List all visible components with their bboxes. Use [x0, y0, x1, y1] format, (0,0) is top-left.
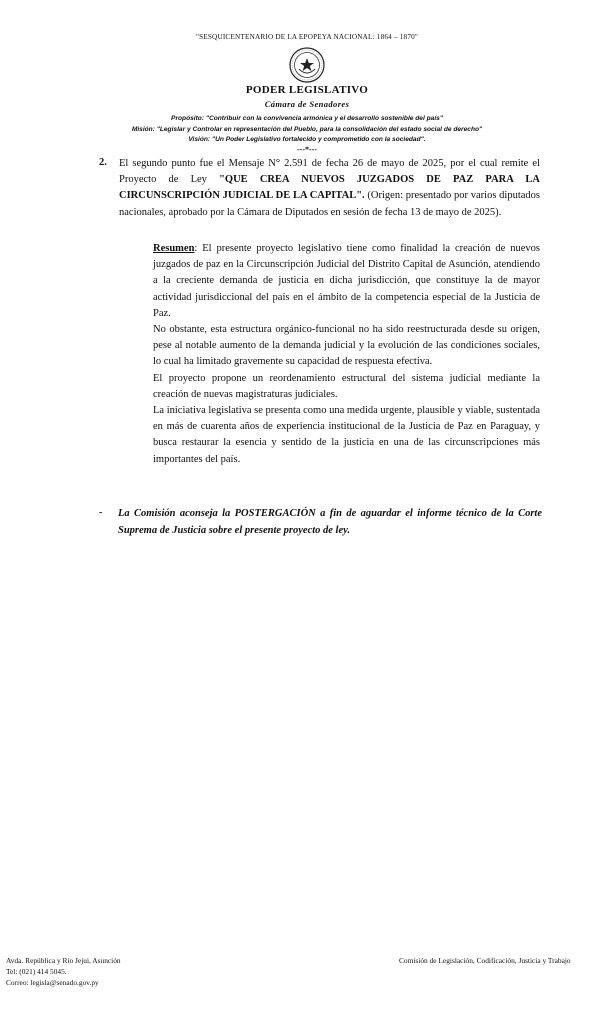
chamber-name: Cámara de Senadores	[264, 99, 350, 109]
recommendation-bullet: -	[99, 507, 103, 518]
summary-text-1: : El presente proyecto legislativo tiene como finalidad la creación de nuevos juzgados de paz en la Circunscripción Judicial del Distrito Capital de Asunción, atendiendo a la creciente demanda de justicia en dicha jurisdicción, que constituye la de mayor actividad jurisdiccional del país en el ámbito de la competencia especial de la Justicia de Paz.	[153, 243, 540, 319]
organization-name: PODER LEGISLATIVO	[245, 84, 369, 96]
national-seal-icon	[289, 47, 325, 83]
footer-address: Avda. República y Rio Jejui, Asunción	[6, 956, 121, 965]
summary-paragraph-1	[153, 241, 540, 322]
commission-recommendation: La Comisión aconseja la POSTERGACIÓN a fin de aguardar el informe técnico de la Corte Suprema de Justicia sobre el presente proyecto de ley.	[118, 508, 542, 536]
item-intro: El segundo punto fue el Mensaje N° 2.591 de fecha 26 de mayo de 2025, por el cual remite el Proyecto de Ley	[119, 158, 540, 186]
anniversary-headline: "SESQUICENTENARIO DE LA EPOPEYA NACIONAL: 1864 – 1870"	[195, 33, 419, 41]
summary-paragraph-4: La iniciativa legislativa se presenta como una medida urgente, plausible y viable, sustentada en más de cuarenta años de experiencia institucional de la Justicia de Paz en Paraguay, y busca restaurar la esencia y sentido de la justicia en una de las circunscripciones más importantes del país.	[153, 405, 541, 465]
item-origin: (Origen: presentado por varios diputados nacionales, aprobado por la Cámara de Diputados en sesión de fecha 13 de mayo de 2025).	[119, 190, 541, 218]
footer-email: Correo: legisla@senado.gov.py	[6, 978, 99, 988]
mission-statement: Misión: "Legislar y Controlar en representación del Pueblo, para la consolidación del estado social de derecho"	[131, 126, 483, 133]
summary-label: Resumen	[153, 243, 195, 254]
footer-contact	[6, 955, 121, 989]
item-number: 2.	[99, 157, 107, 168]
summary-paragraph-3: El proyecto propone un reordenamiento estructural del sistema judicial mediante la creación de nuevas magistraturas judiciales.	[153, 372, 540, 400]
vision-statement: Visión: "Un Poder Legislativo fortalecido y comprometido con la sociedad".	[188, 136, 426, 143]
item-description	[119, 156, 540, 221]
summary-section	[153, 241, 540, 468]
summary-paragraph-2: No obstante, esta estructura orgánico-funcional no ha sido reestructurada desde su origen, pese al notable aumento de la demanda judicial y la evolución de las condiciones sociales, lo cual ha limitado gravemente su capacidad de respuesta efectiva.	[153, 324, 540, 368]
bill-title: "QUE CREA NUEVOS JUZGADOS DE PAZ PARA LA CIRCUNSCRIPCIÓN JUDICIAL DE LA CAPITAL".	[119, 174, 540, 202]
purpose-statement: Propósito: "Contribuir con la convivencia armónica y el desarrollo sostenible del país"	[171, 115, 443, 122]
header-ornament: ---*---	[297, 145, 317, 154]
footer-phone: Tel: (021) 414 5045.	[6, 967, 67, 977]
footer-commission: Comisión de Legislación, Codificación, Justicia y Trabajo	[399, 956, 571, 965]
